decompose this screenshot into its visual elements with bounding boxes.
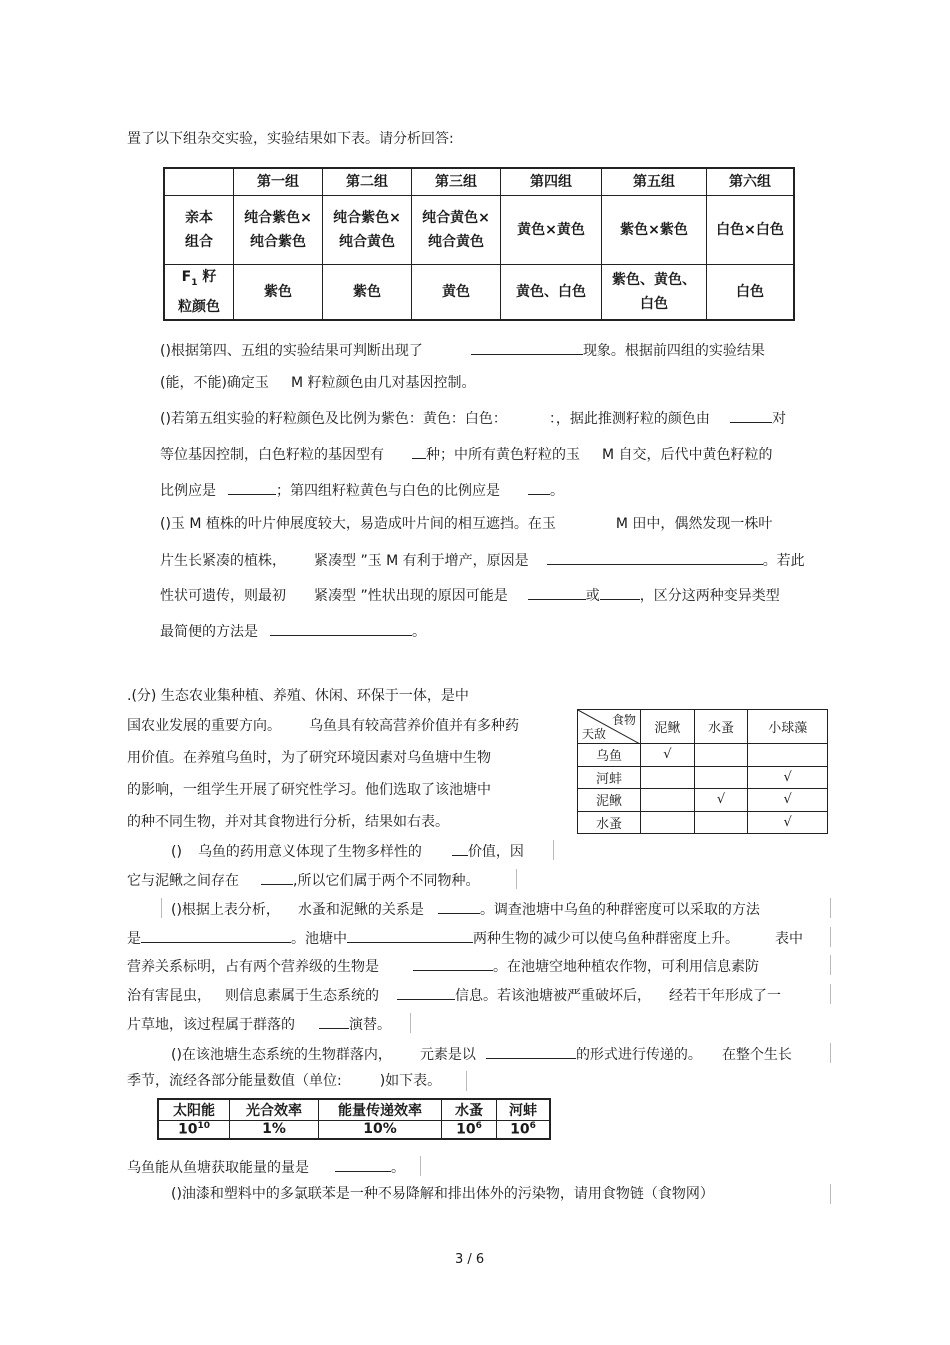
table-row xyxy=(164,265,794,320)
question-text: ：，据此推测籽粒的颜色由 xyxy=(548,411,710,427)
table-cell: √ xyxy=(748,766,828,789)
cell-line: 亲本 xyxy=(185,210,213,226)
table-cell: √ xyxy=(694,789,748,812)
table-row xyxy=(578,744,828,767)
corner-top-label: 食物 xyxy=(611,713,636,727)
question-text: 等位基因控制，白色籽粒的基因型有 xyxy=(160,447,384,463)
table-header-cell: 第二组 xyxy=(323,168,412,196)
cell-value: 10 xyxy=(510,1121,530,1138)
scan-artifact xyxy=(516,869,517,889)
scan-artifact xyxy=(830,1184,831,1204)
intro-text: 置了以下组杂交实验，实验结果如下表。请分析回答: xyxy=(127,131,454,147)
table-cell: 10% xyxy=(319,1121,442,1139)
cell-exponent: 6 xyxy=(529,1121,536,1131)
question-text: 季节，流经各部分能量数值（单位: xyxy=(127,1073,342,1089)
answer-blank[interactable] xyxy=(600,584,640,600)
question-text: 。 xyxy=(550,483,564,499)
question-text: 。若此 xyxy=(762,553,805,569)
table-cell: √ xyxy=(641,744,695,767)
table-header-cell: 第一组 xyxy=(234,168,323,196)
question-text: 。 xyxy=(391,1160,405,1176)
cell-line: 纯合紫色× xyxy=(333,210,401,226)
corner-bottom-label: 天敌 xyxy=(582,727,607,741)
question-text: 治有害昆虫， xyxy=(127,988,211,1004)
answer-blank[interactable] xyxy=(547,549,763,565)
question-3-line-1 xyxy=(160,514,772,534)
question-text: )如下表。 xyxy=(379,1073,442,1089)
question-text: () xyxy=(171,844,182,860)
question-text: 水蚤和泥鳅的关系是 xyxy=(297,902,424,918)
table-cell xyxy=(641,789,695,812)
table-header-row xyxy=(164,168,794,196)
cell-line: 白色 xyxy=(640,295,668,312)
table-header-cell: 水蚤 xyxy=(442,1099,497,1121)
answer-blank[interactable] xyxy=(228,479,276,495)
table-header-cell: 太阳能 xyxy=(158,1099,230,1121)
cell-line: 纯合紫色× xyxy=(244,210,312,226)
table-cell xyxy=(707,265,795,320)
table-header-cell: 水蚤 xyxy=(694,710,748,744)
scan-artifact xyxy=(830,898,831,918)
table-cell xyxy=(412,196,501,265)
cell-line: 纯合紫色 xyxy=(250,234,306,250)
row-label-cell xyxy=(164,196,234,265)
question-5-line-2 xyxy=(127,927,803,949)
answer-blank[interactable] xyxy=(730,407,772,423)
table-header-cell: 第三组 xyxy=(412,168,501,196)
question-6-line-1 xyxy=(171,1043,792,1065)
table-cell xyxy=(234,196,323,265)
question-5-line-1 xyxy=(171,898,760,920)
table-cell xyxy=(323,196,412,265)
question-text: 乌鱼能从鱼塘获取能量的量是 xyxy=(127,1160,309,1176)
table-cell xyxy=(442,1121,497,1139)
answer-blank[interactable] xyxy=(413,955,493,971)
row-label-cell: 水蚤 xyxy=(578,811,641,834)
scan-artifact xyxy=(830,1043,831,1063)
scan-artifact xyxy=(830,984,831,1004)
label-f: F xyxy=(181,269,192,285)
answer-blank[interactable] xyxy=(270,620,412,636)
question-text: 元素是以 xyxy=(419,1047,476,1063)
question-3-line-3 xyxy=(160,584,780,606)
cell-line: 纯合黄色 xyxy=(339,234,395,250)
question-text: ()玉 M 植株的叶片伸展度较大，易造成叶片间的相互遮挡。在玉 xyxy=(160,516,556,532)
question-8-line-1: ()油漆和塑料中的多氯联苯是一种不易降解和排出体外的污染物，请用食物链（食物网） xyxy=(171,1186,714,1202)
table-cell xyxy=(694,766,748,789)
question-text: 信息。若该池塘被严重破坏后， xyxy=(455,988,651,1004)
table-header-cell: 第五组 xyxy=(602,168,707,196)
question-5-line-5 xyxy=(127,1013,391,1035)
table-header-row xyxy=(158,1099,550,1121)
question-text: ()若第五组实验的籽粒颜色及比例为紫色：黄色：白色： xyxy=(160,411,507,427)
table-cell xyxy=(602,265,707,320)
question-text: 价值，因 xyxy=(467,844,524,860)
question-text: 它与泥鳅之间存在 xyxy=(127,873,239,889)
table-cell xyxy=(234,265,323,320)
food-relation-table xyxy=(577,709,828,834)
table-cell xyxy=(641,811,695,834)
question-text: ，区分这两种变异类型 xyxy=(639,588,780,604)
answer-blank[interactable] xyxy=(347,927,473,943)
cell-line: 纯合黄色× xyxy=(422,210,490,226)
question-text: 片生长紧凑的植株， xyxy=(160,553,286,569)
question-5-line-3 xyxy=(127,955,759,977)
scan-artifact xyxy=(553,840,554,860)
table-header-cell: 泥鳅 xyxy=(641,710,695,744)
question-text: M 籽粒颜色由几对基因控制。 xyxy=(290,375,476,391)
question-text: 紧凑型 ”玉 M 有利于增产，原因是 xyxy=(314,553,529,569)
question-text: 表中 xyxy=(775,931,803,947)
diagonal-header-cell xyxy=(578,710,641,744)
cell-line: 黄色×黄色 xyxy=(517,222,585,238)
question-text: 营养关系标明，占有两个营养级的生物是 xyxy=(127,959,379,975)
row-label-cell: 乌鱼 xyxy=(578,744,641,767)
row-label-cell xyxy=(164,265,234,320)
answer-blank[interactable] xyxy=(397,984,455,1000)
table-header-row xyxy=(578,710,828,744)
table-row xyxy=(164,196,794,265)
question-text: 乌鱼的药用意义体现了生物多样性的 xyxy=(197,844,422,860)
question-5-line-4 xyxy=(127,984,781,1006)
part2-line-4: 的影响，一组学生开展了研究性学习。他们选取了该池塘中 xyxy=(127,782,491,798)
part2-line-3: 用价值。在养殖乌鱼时，为了研究环境因素对乌鱼塘中生物 xyxy=(127,750,491,766)
cell-value: 10 xyxy=(456,1121,476,1138)
cell-line: 纯合黄色 xyxy=(428,234,484,250)
table-header-cell: 能量传递效率 xyxy=(319,1099,442,1121)
scan-artifact xyxy=(161,898,162,918)
table-row xyxy=(578,811,828,834)
table-cell xyxy=(602,196,707,265)
question-text: 最简便的方法是 xyxy=(160,624,258,640)
table-cell xyxy=(707,196,795,265)
question-2-line-1 xyxy=(160,407,786,429)
question-3-line-4 xyxy=(160,620,426,642)
cell-line: 黄色 xyxy=(442,283,470,300)
part2-line-2 xyxy=(127,716,519,736)
question-text: 现象。根据前四组的实验结果 xyxy=(582,343,765,359)
question-text: M 自交，后代中黄色籽粒的 xyxy=(602,447,773,463)
question-7-line-1 xyxy=(127,1156,405,1178)
scan-artifact xyxy=(830,927,831,947)
table-row xyxy=(578,766,828,789)
question-text: 在整个生长 xyxy=(721,1047,792,1063)
question-text: ()根据上表分析， xyxy=(171,902,280,918)
question-text: (能，不能)确定玉 xyxy=(160,375,269,391)
scan-artifact xyxy=(410,1013,411,1033)
question-text: 国农业发展的重要方向。 xyxy=(127,718,281,734)
table-cell xyxy=(641,766,695,789)
table-header-cell: 第六组 xyxy=(707,168,795,196)
table-cell xyxy=(694,811,748,834)
question-text: M 田中，偶然发现一株叶 xyxy=(615,516,773,532)
part2-line-5: 的种不同生物，并对其食物进行分析，结果如右表。 xyxy=(127,814,449,830)
cell-exponent: 10 xyxy=(197,1121,210,1131)
answer-blank[interactable] xyxy=(471,339,583,355)
cell-line: 白色×白色 xyxy=(716,222,784,238)
row-label-cell: 河蚌 xyxy=(578,766,641,789)
table-header-cell: 光合效率 xyxy=(230,1099,319,1121)
table-header-cell: 小球藻 xyxy=(748,710,828,744)
cell-line: 紫色 xyxy=(353,283,381,300)
question-text: 演替。 xyxy=(349,1017,391,1033)
table-cell xyxy=(158,1121,230,1139)
table-cell: 1% xyxy=(230,1121,319,1139)
question-1-line-2 xyxy=(160,373,475,393)
answer-blank[interactable] xyxy=(528,479,550,495)
cell-line xyxy=(165,265,233,295)
table-cell xyxy=(694,744,748,767)
question-text: 。在池塘空地种植农作物，可利用信息素防 xyxy=(493,959,759,975)
cell-value: 10 xyxy=(177,1121,198,1138)
table-row xyxy=(158,1121,550,1139)
question-text: 紧凑型 ”性状出现的原因可能是 xyxy=(314,588,508,604)
cell-line: 白色 xyxy=(736,283,764,300)
question-text: 是 xyxy=(127,931,141,947)
cell-line: 黄色、白色 xyxy=(516,283,586,300)
question-4-line-2 xyxy=(127,869,479,891)
cell-line: 紫色×紫色 xyxy=(620,222,688,238)
scan-artifact xyxy=(466,1071,467,1091)
question-text: 片草地，该过程属于群落的 xyxy=(127,1017,295,1033)
question-text: 性状可遗传，则最初 xyxy=(160,588,286,604)
cell-line: 紫色 xyxy=(264,283,292,300)
answer-blank[interactable] xyxy=(486,1043,576,1059)
question-text: ()根据第四、五组的实验结果可判断出现了 xyxy=(160,343,423,359)
answer-blank[interactable] xyxy=(319,1013,349,1029)
row-label-cell: 泥鳅 xyxy=(578,789,641,812)
answer-blank[interactable] xyxy=(438,898,480,914)
question-text: 的形式进行传递的。 xyxy=(575,1047,702,1063)
table-header-cell: 河蚌 xyxy=(497,1099,551,1121)
question-4-line-1 xyxy=(171,840,524,862)
part2-line-1: .(分) 生态农业集种植、养殖、休闲、环保于一体，是中 xyxy=(127,688,469,704)
table-cell xyxy=(501,196,602,265)
question-6-line-2 xyxy=(127,1071,441,1091)
label-text: 籽 xyxy=(202,269,217,285)
answer-blank[interactable] xyxy=(335,1156,391,1172)
question-1-line-1 xyxy=(160,339,765,361)
cross-experiment-table xyxy=(163,167,795,321)
scan-artifact xyxy=(830,955,831,975)
answer-blank[interactable] xyxy=(412,443,426,459)
answer-blank[interactable] xyxy=(528,584,586,600)
table-row xyxy=(578,789,828,812)
cell-line: 粒颜色 xyxy=(178,298,220,315)
cell-line: 紫色、黄色、 xyxy=(612,271,696,288)
scan-artifact xyxy=(420,1156,421,1176)
question-text: ()在该池塘生态系统的生物群落内， xyxy=(171,1047,392,1063)
question-text: 。 xyxy=(412,624,426,640)
question-text: 或 xyxy=(585,588,600,604)
question-text: 。池塘中 xyxy=(291,931,347,947)
answer-blank[interactable] xyxy=(261,869,293,885)
cell-line: 组合 xyxy=(185,234,213,250)
page-number: 3 / 6 xyxy=(455,1252,485,1267)
question-text: ,所以它们属于两个不同物种。 xyxy=(293,873,480,889)
answer-blank[interactable] xyxy=(141,927,291,943)
question-text: 种；中所有黄色籽粒的玉 xyxy=(426,447,580,463)
energy-flow-table xyxy=(157,1098,551,1140)
question-text: 。调查池塘中乌鱼的种群密度可以采取的方法 xyxy=(479,902,760,918)
answer-blank[interactable] xyxy=(452,840,468,856)
question-text: 乌鱼具有较高营养价值并有多种药 xyxy=(309,718,519,734)
table-cell xyxy=(748,744,828,767)
question-text: 两种生物的减少可以使乌鱼种群密度上升。 xyxy=(473,931,739,947)
table-cell xyxy=(497,1121,551,1139)
question-2-line-3 xyxy=(160,479,564,501)
question-text: 经若干年形成了一 xyxy=(669,988,781,1004)
question-2-line-2 xyxy=(160,443,773,465)
table-header-cell: 第四组 xyxy=(501,168,602,196)
question-text: 比例应是 xyxy=(160,483,216,499)
question-text: ；第四组籽粒黄色与白色的比例应是 xyxy=(276,483,500,499)
cell-exponent: 6 xyxy=(475,1121,482,1131)
label-subscript: 1 xyxy=(191,277,198,288)
table-header-cell xyxy=(164,168,234,196)
question-3-line-2 xyxy=(160,549,805,571)
table-cell xyxy=(412,265,501,320)
question-text: 对 xyxy=(771,411,786,427)
table-cell xyxy=(501,265,602,320)
table-cell: √ xyxy=(748,789,828,812)
table-cell xyxy=(323,265,412,320)
question-text: 则信息素属于生态系统的 xyxy=(225,988,379,1004)
table-cell: √ xyxy=(748,811,828,834)
